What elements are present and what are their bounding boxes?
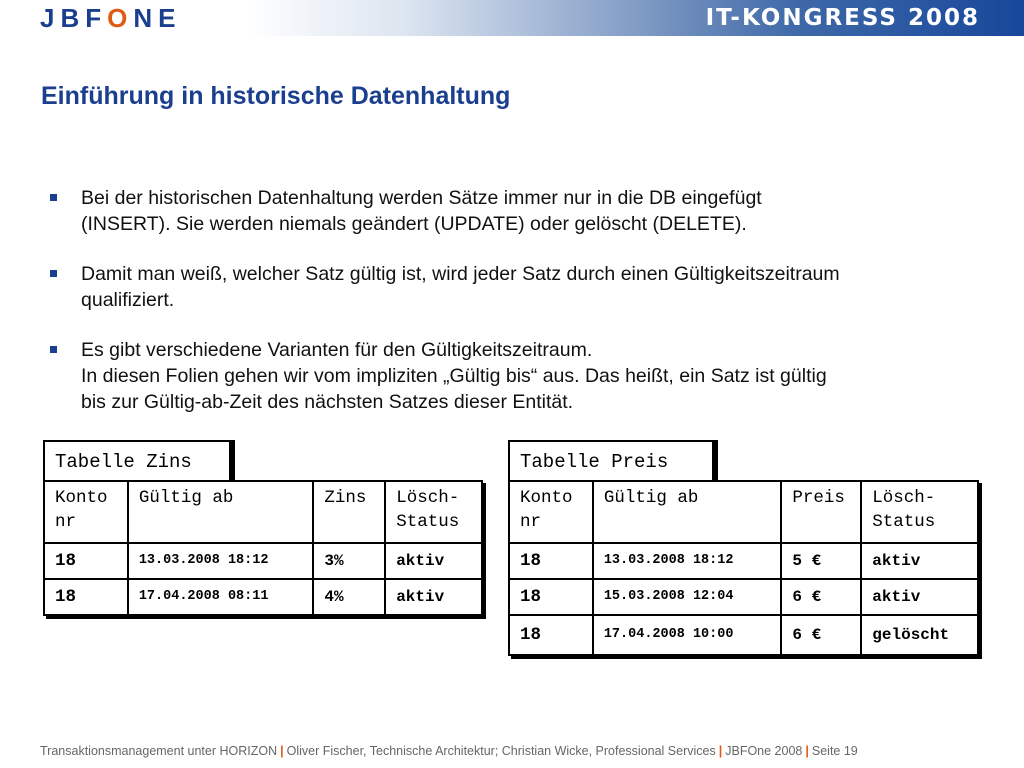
footer-separator: | <box>280 744 284 758</box>
cell-gueltig-ab: 13.03.2008 18:12 <box>593 543 782 579</box>
footer-authors: Oliver Fischer, Technische Architektur; Christian Wicke, Professional Services <box>286 744 716 758</box>
cell-gueltig-ab: 13.03.2008 18:12 <box>128 543 314 579</box>
bullet-line: In diesen Folien gehen wir vom impliziten „Gültig bis“ aus. Das heißt, ein Satz ist gültig <box>81 365 827 387</box>
preis-table-title: Tabelle Preis <box>508 440 714 480</box>
event-label <box>706 5 980 31</box>
table-row <box>44 543 482 579</box>
cell-gueltig-ab: 17.04.2008 10:00 <box>593 615 782 655</box>
bullet-square-icon <box>50 194 57 201</box>
bullet-item <box>46 185 986 237</box>
table-row <box>44 579 482 615</box>
cell-gueltig-ab: 15.03.2008 12:04 <box>593 579 782 615</box>
header-cell-konto: Konto nr <box>44 481 128 543</box>
cell-konto: 18 <box>509 615 593 655</box>
footer-separator: | <box>805 744 809 758</box>
bullet-line: Bei der historischen Datenhaltung werden Sätze immer nur in die DB eingefügt <box>81 187 762 209</box>
logo-text-o: O <box>107 3 134 33</box>
event-year: 2008 <box>907 5 980 31</box>
bullet-line: bis zur Gültig-ab-Zeit des nächsten Satzes dieser Entität. <box>81 391 574 413</box>
table-row <box>509 579 978 615</box>
preis-table <box>508 480 979 656</box>
cell-preis: 6 € <box>781 615 861 655</box>
bullet-line: (INSERT). Sie werden niemals geändert (UPDATE) oder gelöscht (DELETE). <box>81 213 747 235</box>
cell-preis: 5 € <box>781 543 861 579</box>
cell-konto: 18 <box>44 543 128 579</box>
header-cell-preis: Preis <box>781 481 861 543</box>
bullet-square-icon <box>50 346 57 353</box>
bullet-line: qualifiziert. <box>81 289 175 311</box>
logo-text-pre: JBF <box>40 3 108 33</box>
table-header-row <box>44 481 482 543</box>
footer-event: JBFOne 2008 <box>725 744 803 758</box>
event-name: IT-KONGRESS <box>705 5 898 31</box>
header-cell-konto: Konto nr <box>509 481 593 543</box>
slide-title: Einführung in historische Datenhaltung <box>41 82 511 110</box>
table-row <box>509 543 978 579</box>
table-header-row <box>509 481 978 543</box>
table-row <box>509 615 978 655</box>
bullet-line: Es gibt verschiedene Varianten für den Gültigkeitszeitraum. <box>81 339 593 361</box>
bullet-square-icon <box>50 270 57 277</box>
header-cell-gueltig-ab: Gültig ab <box>128 481 314 543</box>
footer-separator: | <box>718 744 723 758</box>
cell-konto: 18 <box>509 579 593 615</box>
header-cell-loesch-status: Lösch- Status <box>861 481 978 543</box>
bullet-item <box>46 337 986 415</box>
footer-topic: Transaktionsmanagement unter HORIZON <box>40 744 278 758</box>
cell-preis: 6 € <box>781 579 861 615</box>
cell-status: aktiv <box>385 579 482 615</box>
bullet-list <box>46 185 986 439</box>
slide-footer <box>40 743 1000 759</box>
header-cell-gueltig-ab: Gültig ab <box>593 481 782 543</box>
cell-status: aktiv <box>861 543 978 579</box>
footer-page-number: Seite 19 <box>811 744 858 758</box>
cell-konto: 18 <box>44 579 128 615</box>
logo-text-post: NE <box>133 3 182 33</box>
zins-table-title: Tabelle Zins <box>43 440 231 480</box>
cell-status: aktiv <box>861 579 978 615</box>
cell-gueltig-ab: 17.04.2008 08:11 <box>128 579 314 615</box>
zins-table <box>43 480 483 616</box>
cell-zins: 3% <box>313 543 385 579</box>
cell-zins: 4% <box>313 579 385 615</box>
header-cell-loesch-status: Lösch- Status <box>385 481 482 543</box>
header-cell-zins: Zins <box>313 481 385 543</box>
bullet-item <box>46 261 986 313</box>
cell-status: aktiv <box>385 543 482 579</box>
bullet-line: Damit man weiß, welcher Satz gültig ist, wird jeder Satz durch einen Gültigkeitszeitraum <box>81 263 840 285</box>
cell-status: gelöscht <box>861 615 978 655</box>
cell-konto: 18 <box>509 543 593 579</box>
jbfone-logo <box>40 3 182 33</box>
